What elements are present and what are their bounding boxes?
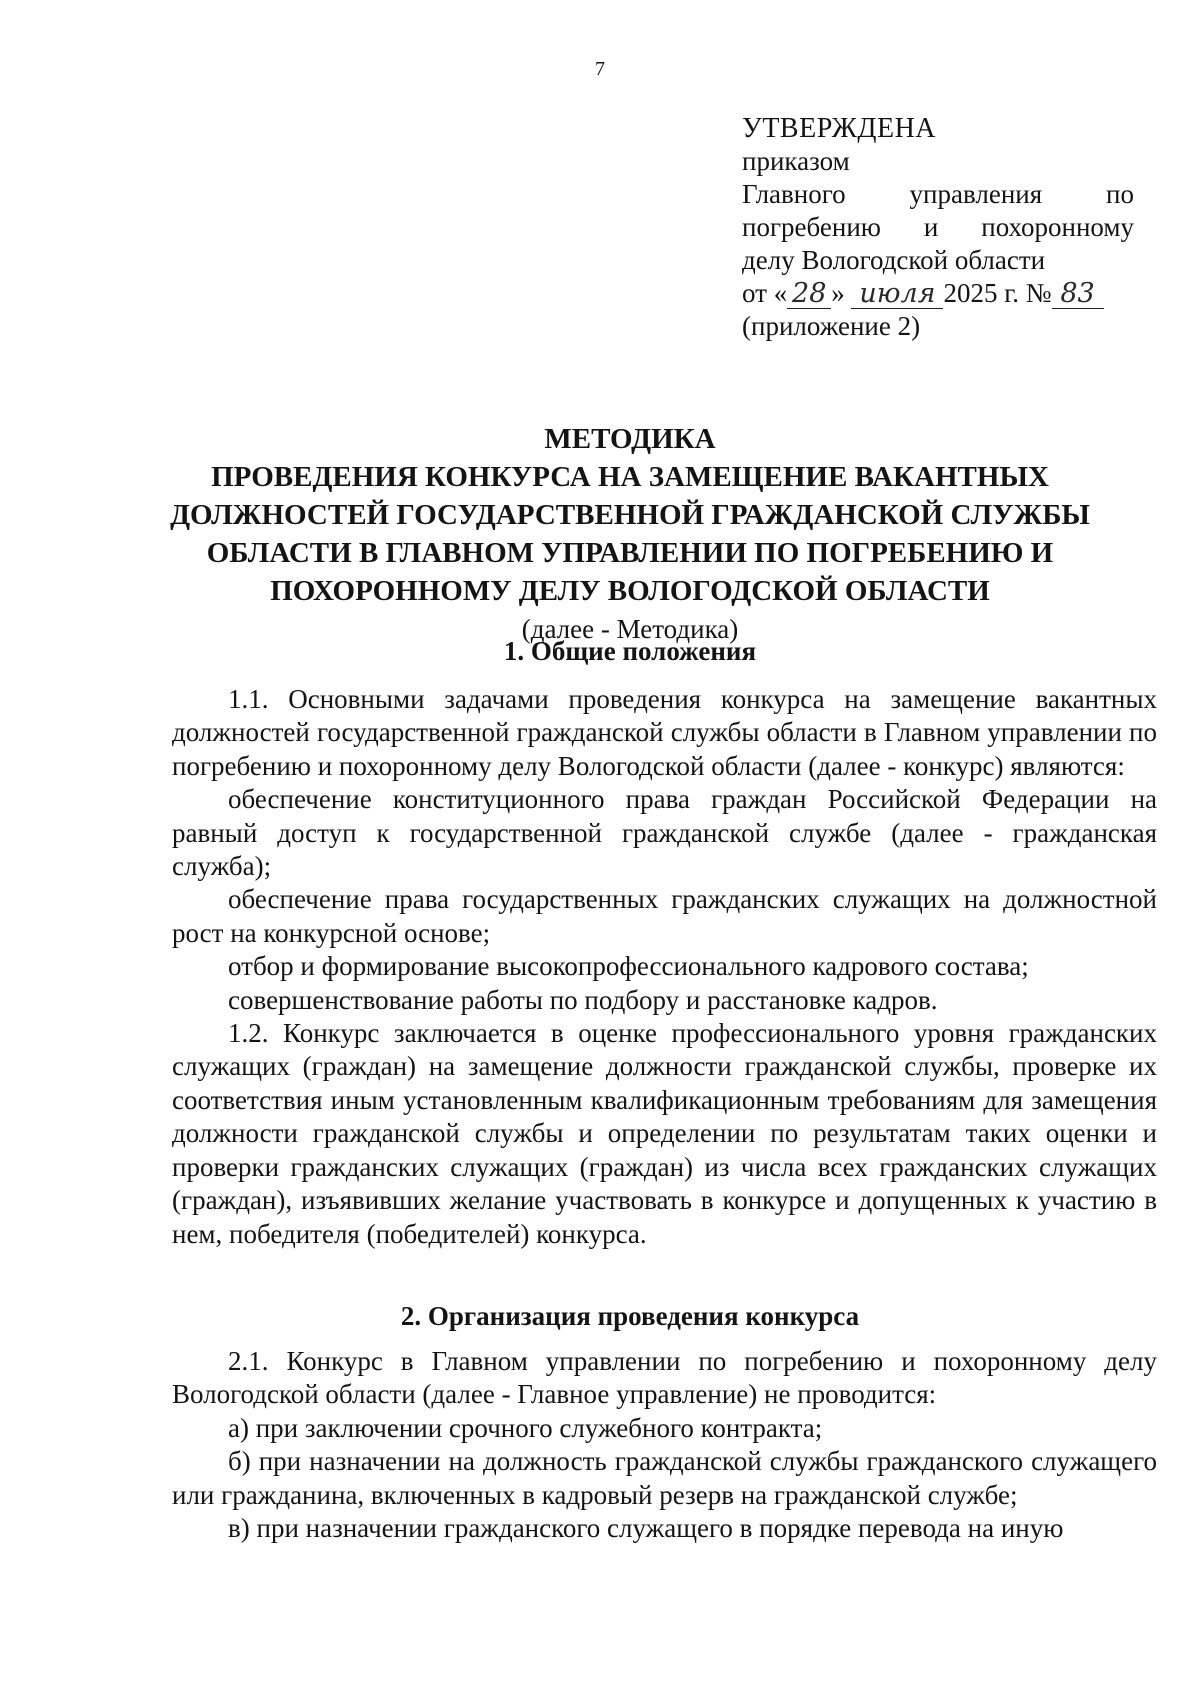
document-title <box>150 420 1110 648</box>
paragraph: отбор и формирование высокопрофессионального кадрового состава; <box>228 951 1029 982</box>
title-line-1: МЕТОДИКА <box>544 423 716 455</box>
date-prefix: от « <box>742 278 788 308</box>
title-line-5: ПОХОРОННОМУ ДЕЛУ ВОЛОГОДСКОЙ ОБЛАСТИ <box>270 575 990 607</box>
date-mid: » <box>831 278 845 308</box>
paragraph: б) при назначении на должность гражданской службы гражданского служащего или гражданина, включенных в кадровый резерв на гражданской службе; <box>172 1446 1157 1510</box>
approval-line-authority-3: делу Вологодской области <box>742 245 1046 275</box>
paragraph: обеспечение конституционного права граждан Российской Федерации на равный доступ к государственной гражданской службе (далее - гражданская служба); <box>172 784 1157 882</box>
handwritten-month: июля <box>851 280 943 309</box>
paragraph: совершенствование работы по подбору и расстановке кадров. <box>228 984 938 1015</box>
title-line-2: ПРОВЕДЕНИЯ КОНКУРСА НА ЗАМЕЩЕНИЕ ВАКАНТНЫХ <box>211 461 1049 493</box>
title-line-4: ОБЛАСТИ В ГЛАВНОМ УПРАВЛЕНИИ ПО ПОГРЕБЕНИЮ И <box>206 537 1054 569</box>
section-1-heading: 1. Общие положения <box>503 636 757 666</box>
handwritten-order-number: 83 <box>1052 280 1104 309</box>
section-1-body <box>172 683 1157 1251</box>
paragraph: обеспечение права государственных гражданских служащих на должностной рост на конкурсной основе; <box>172 884 1157 948</box>
approval-date-line <box>742 277 1134 310</box>
paragraph: 1.1. Основными задачами проведения конкурса на замещение вакантных должностей государственной гражданской службы области в Главном управлении по погребению и похоронному делу Вологодской области (далее - конкурс) являются: <box>172 684 1157 781</box>
handwritten-day: 28 <box>787 280 831 309</box>
approval-block <box>742 112 1134 343</box>
approval-annex: (приложение 2) <box>742 311 921 341</box>
paragraph: в) при назначении гражданского служащего в порядке перевода на иную <box>228 1513 1064 1544</box>
section-2-body <box>172 1345 1157 1545</box>
approval-heading: УТВЕРЖДЕНА <box>742 113 937 144</box>
section-2-heading: 2. Организация проведения конкурса <box>400 1301 860 1331</box>
paragraph: 1.2. Конкурс заключается в оценке профессионального уровня гражданских служащих (граждан) на замещение должности гражданской службы, проверке их соответствия иным установленным квалификационным требованиям для замещения должности гражданской службы и определении по результатам таких оценки и проверки гражданских служащих (граждан) из числа всех гражданских служащих (граждан), изъявивших желание участвовать в конкурсе и допущенных к участию в нем, победителя (победителей) конкурса. <box>172 1018 1157 1249</box>
paragraph: 2.1. Конкурс в Главном управлении по погребению и похоронному делу Вологодской области (далее - Главное управление) не проводится: <box>172 1346 1157 1410</box>
approval-line-authority-1: Главного управления по <box>742 179 1134 209</box>
paragraph: а) при заключении срочного служебного контракта; <box>228 1412 823 1443</box>
date-year: 2025 г. № <box>943 278 1052 308</box>
title-line-3: ДОЛЖНОСТЕЙ ГОСУДАРСТВЕННОЙ ГРАЖДАНСКОЙ СЛУЖБЫ <box>170 499 1090 531</box>
title-subtitle: (далее - Методика) <box>521 614 739 644</box>
approval-line-order: приказом <box>742 146 850 176</box>
approval-line-authority-2: погребению и похоронному <box>742 212 1134 242</box>
page-number: 7 <box>595 58 605 80</box>
